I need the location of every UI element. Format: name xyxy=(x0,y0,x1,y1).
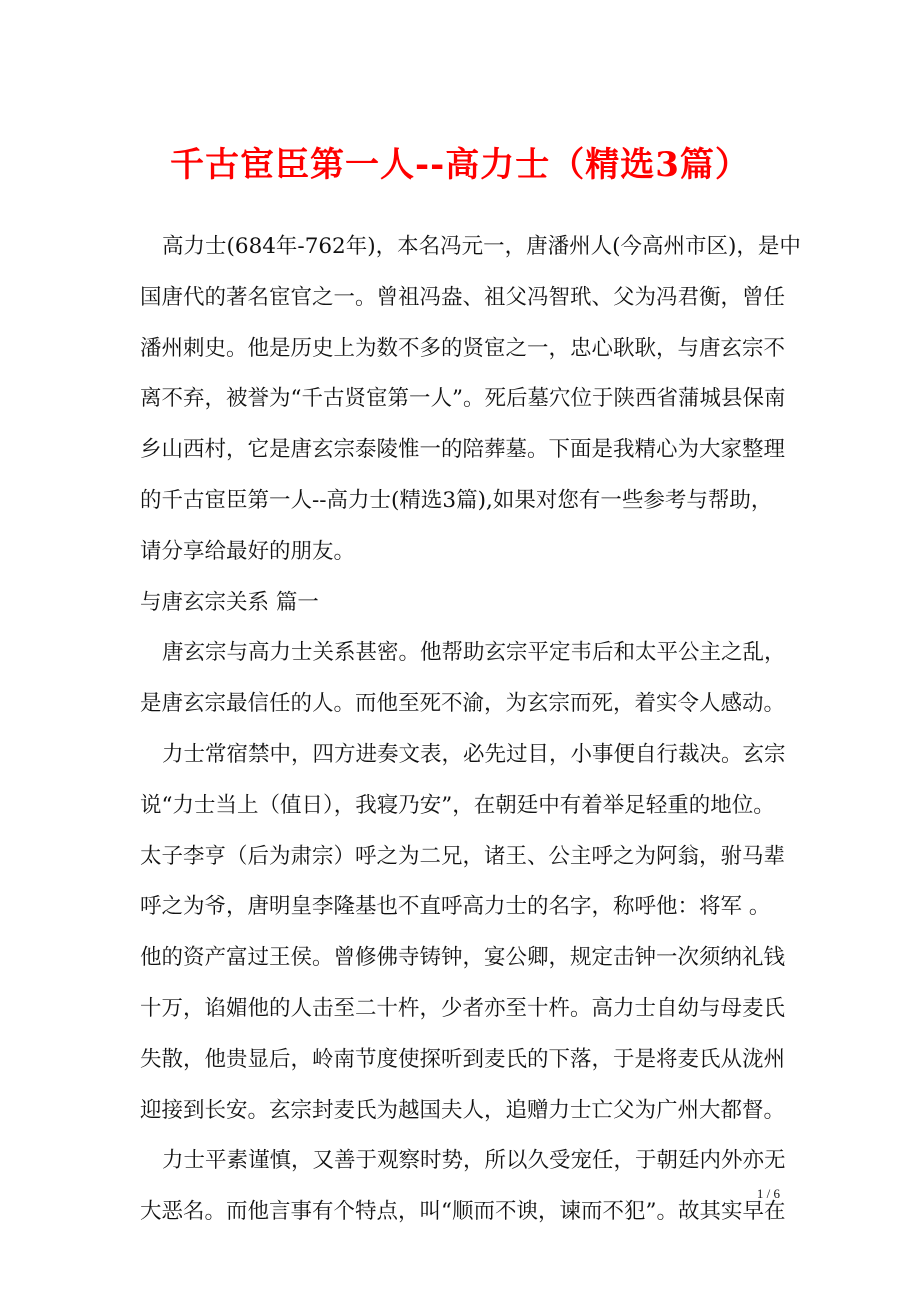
text-line: 他的资产富过王侯。曾修佛寺铸钟，宴公卿，规定击钟一次须纳礼钱 xyxy=(140,945,786,971)
text-line: 的千古宦臣第一人--高力士(精选3篇),如果对您有一些参考与帮助， xyxy=(140,487,773,513)
text-line: 迎接到长安。玄宗封麦氏为越国夫人，追赠力士亡父为广州大都督。 xyxy=(140,1097,786,1123)
page-number: 1 / 6 xyxy=(756,1186,780,1201)
text-line: 是唐玄宗最信任的人。而他至死不渝，为玄宗而死，着实令人感动。 xyxy=(140,691,786,717)
text-line: 十万，谄媚他的人击至二十杵，少者亦至十杵。高力士自幼与母麦氏 xyxy=(140,995,786,1021)
text-line: 说“力士当上（值日），我寝乃安”，在朝廷中有着举足轻重的地位。 xyxy=(140,792,775,818)
text-line: 乡山西村，它是唐玄宗泰陵惟一的陪葬墓。下面是我精心为大家整理 xyxy=(140,437,786,463)
text-line: 高力士(684年-762年)，本名冯元一，唐潘州人(今高州市区)，是中 xyxy=(162,234,801,259)
text-line: 失散，他贵显后，岭南节度使探听到麦氏的下落，于是将麦氏从泷州 xyxy=(140,1046,786,1072)
text-line: 国唐代的著名宦官之一。曾祖冯盎、祖父冯智玳、父为冯君衡，曾任 xyxy=(140,284,786,310)
document-body xyxy=(140,222,800,1238)
text-line: 大恶名。而他言事有个特点，叫“顺而不谀，谏而不犯”。故其实早在 xyxy=(140,1199,786,1225)
text-line: 唐玄宗与高力士关系甚密。他帮助玄宗平定韦后和太平公主之乱， xyxy=(162,640,786,666)
text-line: 请分享给最好的朋友。 xyxy=(140,538,356,564)
text-line: 与唐玄宗关系 篇一 xyxy=(140,589,319,615)
text-line: 呼之为爷，唐明皇李隆基也不直呼高力士的名字，称呼他：将军 。 xyxy=(140,894,771,920)
text-line: 潘州刺史。他是历史上为数不多的贤宦之一，忠心耿耿，与唐玄宗不 xyxy=(140,335,786,361)
text-line: 力士平素谨慎，又善于观察时势，所以久受宠任，于朝廷内外亦无 xyxy=(162,1148,786,1174)
text-line: 力士常宿禁中，四方进奏文表，必先过目，小事便自行裁决。玄宗 xyxy=(162,741,786,767)
document-title: 千古宦臣第一人--高力士（精选3篇） xyxy=(170,145,750,185)
text-line: 太子李亨（后为肃宗）呼之为二兄，诸王、公主呼之为阿翁，驸马辈 xyxy=(140,843,786,869)
text-line: 离不弃，被誉为“千古贤宦第一人”。死后墓穴位于陕西省蒲城县保南 xyxy=(140,386,786,412)
